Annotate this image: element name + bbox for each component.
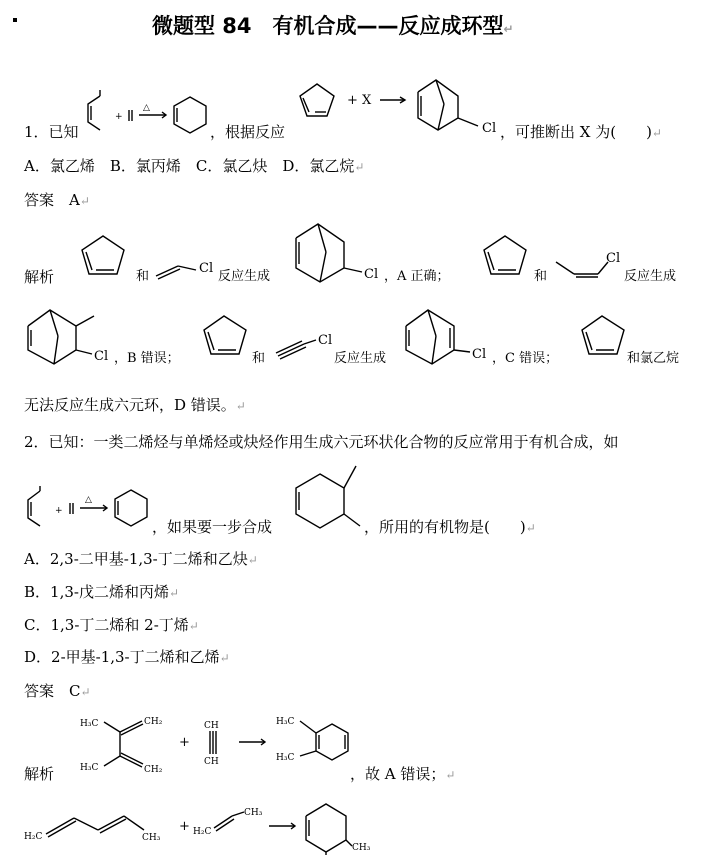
svg-text:Cl: Cl [364, 267, 379, 282]
svg-text:和: 和 [534, 269, 548, 284]
q2-analysis-label: 解析 [24, 765, 55, 783]
svg-text:+: + [179, 735, 190, 750]
q1-analysis-label: 解析 [24, 268, 55, 286]
svg-text:H₂C: H₂C [193, 827, 212, 837]
svg-text:CH₂: CH₂ [144, 765, 163, 775]
svg-text:Cl: Cl [606, 251, 621, 266]
svg-text:反应生成: 反应生成 [624, 269, 677, 284]
q2-a-wrong: ，故 A 错误；↵ [350, 765, 456, 783]
q1-number: 1．已知 [24, 123, 79, 141]
svg-text:，C 错误；: ，C 错误； [492, 351, 559, 366]
svg-text:H₃C: H₃C [276, 717, 295, 727]
svg-text:+: + [55, 506, 63, 516]
q2-end-text: ，所用的有机物是( )↵ [364, 518, 536, 536]
q2-option-b: B．1,3-戊二烯和丙烯↵ [24, 583, 180, 601]
q1-mid-text: ，根据反应 [210, 123, 286, 141]
svg-text:反应生成: 反应生成 [218, 269, 271, 284]
svg-text:，B 错误；: ，B 错误； [114, 351, 180, 366]
q1-options: A．氯乙烯 B．氯丙烯 C．氯乙炔 D．氯乙烷↵ [24, 157, 365, 175]
svg-text:CH₃: CH₃ [352, 843, 371, 853]
svg-text:H₃C: H₃C [276, 753, 295, 763]
svg-text:CH₃: CH₃ [142, 833, 161, 843]
q2-answer: 答案 C↵ [24, 682, 91, 700]
svg-text:+: + [115, 112, 123, 122]
q2-option-d: D．2-甲基-1,3-丁二烯和乙烯↵ [24, 648, 230, 666]
svg-text:Cl: Cl [318, 333, 333, 348]
svg-text:H₃C: H₃C [80, 763, 99, 773]
svg-text:CH: CH [204, 757, 219, 767]
q2-mid-text: ，如果要一步合成 [152, 518, 273, 536]
svg-text:Cl: Cl [199, 261, 214, 276]
q2-stem: 2．已知：一类二烯烃与单烯烃或炔烃作用生成六元环状化合物的反应常用于有机合成，如 [24, 433, 619, 451]
svg-text:H₃C: H₃C [80, 719, 99, 729]
svg-text:和氯乙烷: 和氯乙烷 [627, 351, 680, 366]
svg-text:Cl: Cl [94, 349, 109, 364]
svg-text:CH: CH [204, 721, 219, 731]
svg-text:△: △ [143, 103, 150, 113]
svg-text:Cl: Cl [472, 347, 487, 362]
svg-text:CH₃: CH₃ [244, 808, 263, 818]
svg-text:和: 和 [252, 351, 266, 366]
q1-end-text: ，可推断出 X 为( )↵ [500, 123, 662, 141]
svg-text:反应生成: 反应生成 [334, 351, 387, 366]
svg-text:CH₂: CH₂ [144, 717, 163, 727]
svg-text:+: + [179, 819, 190, 834]
svg-text:Cl: Cl [482, 121, 497, 136]
svg-text:H₂C: H₂C [24, 832, 43, 842]
svg-text:和: 和 [136, 269, 150, 284]
svg-text:，A 正确；: ，A 正确； [384, 269, 450, 284]
svg-text:△: △ [85, 495, 92, 505]
q1-answer: 答案 A↵ [24, 191, 90, 209]
q2-option-a: A．2,3-二甲基-1,3-丁二烯和乙炔↵ [24, 550, 258, 568]
q1-analysis-d: 无法反应生成六元环，D 错误。↵ [24, 396, 246, 414]
q2-option-c: C．1,3-丁二烯和 2-丁烯↵ [24, 616, 199, 634]
svg-text:+ X: + X [347, 93, 372, 108]
page-title: 微题型 84 有机合成——反应成环型↵ [152, 14, 514, 38]
